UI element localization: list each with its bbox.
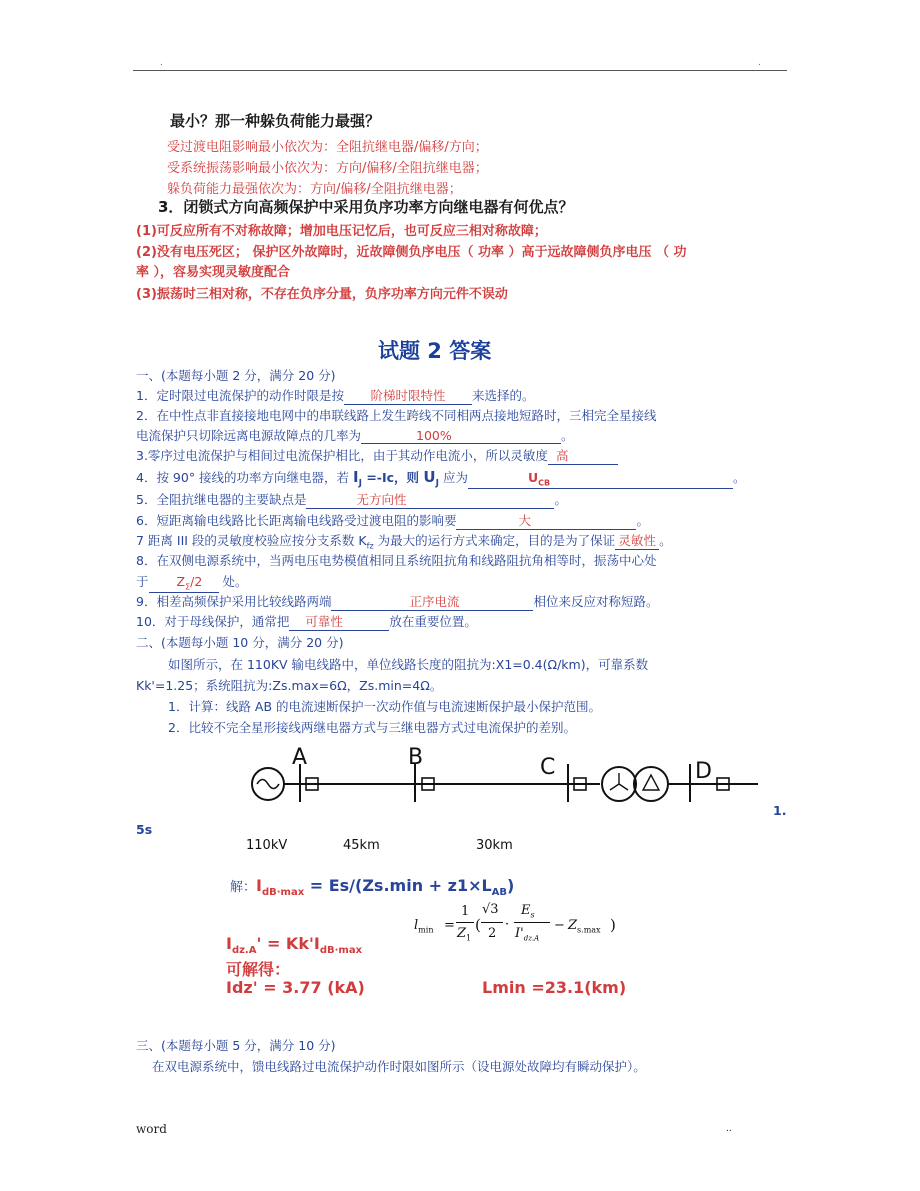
formula-num3-sub: s [530, 910, 535, 920]
item-6 [136, 511, 649, 530]
header-right-mark: . [758, 58, 761, 68]
item-9-answer: 正序电流 [331, 592, 533, 611]
header-rule [133, 70, 787, 71]
eq2-i: I [226, 934, 232, 953]
header-left-mark: . [160, 58, 163, 68]
formula-zsmax [568, 918, 601, 935]
solution-result-idz: Idz' = 3.77 (kA) [226, 978, 365, 997]
item-4-uj: U [423, 468, 436, 486]
section-3-heading: 三、(本题每小题 5 分，满分 10 分) [136, 1038, 336, 1053]
item-10-tail: 放在重要位置。 [389, 614, 477, 629]
item-8-tail: 处。 [218, 574, 248, 589]
item-7-sub: fz [366, 541, 374, 551]
diagram-length-ab: 45km [343, 838, 380, 853]
eq2-sub: dz.A [231, 945, 257, 957]
item-8b [136, 572, 248, 593]
item-5-text: 5．全阻抗继电器的主要缺点是 [136, 492, 307, 507]
item-5-answer: 无方向性 [306, 490, 554, 509]
item-4 [136, 468, 745, 489]
solution-result-lmin: Lmin =23.1(km) [482, 978, 627, 997]
item-4-tail: 。 [732, 470, 746, 485]
item-7-text: 7 距离 III 段的灵敏度校验应按分支系数 K [136, 533, 367, 548]
eq2-sub2: dB·max [319, 945, 363, 957]
solution-eq2 [226, 934, 362, 956]
eq1-sub: dB·max [261, 887, 305, 899]
item-7 [136, 531, 672, 551]
item-1-answer: 阶梯时限特性 [344, 386, 472, 405]
diagram-voltage: 110kV [246, 838, 288, 853]
bus-label-c: C [540, 755, 556, 780]
formula-num3 [521, 903, 535, 920]
answer-b3: (3)振荡时三相对称，不存在负序分量，负序功率方向元件不误动 [136, 287, 508, 302]
diagram-right-label: 1. [773, 803, 787, 818]
exam-title: 试题 2 答案 [378, 339, 492, 363]
item-1-tail: 来选择的。 [471, 388, 535, 403]
item-6-answer: 大 [456, 511, 636, 530]
problem-line-2: Kk'=1.25；系统阻抗为:Zs.max=6Ω，Zs.min=4Ω。 [136, 678, 443, 693]
formula-lhs-l: l [414, 918, 419, 933]
item-9-text: 9．相差高频保护采用比较线路两端 [136, 594, 332, 609]
answer-b2a: (2)没有电压死区； 保护区外故障时，近故障侧负序电压（ 功率 ）高于远故障侧负序电压 （ 功 [136, 245, 687, 260]
problem-line-1: 如图所示，在 110KV 输电线路中，单位线路长度的阻抗为:X1=0.4(Ω/km)，可靠系数 [168, 657, 649, 672]
question-continuation: 最小？那一种躲负荷能力最强？ [170, 112, 381, 130]
formula-num3-e: E [521, 903, 531, 918]
item-8a: 8．在双侧电源系统中，当两电压电势模值相同且系统阻抗角和线路阻抗角相等时，振荡中心处 [136, 553, 657, 568]
item-5 [136, 490, 567, 509]
bus-label-d: D [695, 759, 712, 784]
lmin-formula [414, 902, 634, 952]
bus-label-b: B [408, 745, 424, 770]
section-2-heading: 二、(本题每小题 10 分，满分 20 分) [136, 635, 344, 650]
item-6-text: 6．短距离输电线路比长距离输电线路受过渡电阻的影响要 [136, 513, 457, 528]
formula-num2: √3 [482, 902, 499, 917]
eq1-i: I [256, 876, 262, 895]
item-4-ij-sub: J [358, 478, 362, 489]
formula-z-sub: s.max [577, 925, 601, 935]
item-3-text: 3.零序过电流保护与相间过电流保护相比，由于其动作电流小，所以灵敏度 [136, 448, 548, 463]
formula-lhs-sub: min [418, 925, 434, 935]
transformer-delta [634, 767, 668, 801]
formula-den1-z: Z [457, 926, 467, 941]
problem-line-4: 2．比较不完全星形接线两继电器方式与三继电器方式过电流保护的差别。 [168, 720, 576, 735]
answer-line-3: 躲负荷能力最强依次为：方向/偏移/全阻抗继电器； [167, 182, 462, 197]
circuit-diagram [230, 740, 770, 820]
item-7-answer: 灵敏性 [615, 531, 659, 550]
eq1-sub2: AB [491, 887, 508, 899]
item-8-answer-sub: Σ [185, 582, 191, 592]
solution-label: 解： [230, 880, 257, 895]
diagram-length-bc: 30km [476, 838, 513, 853]
item-4-answer-sub: CB [538, 478, 551, 488]
eq1-rest: = Es/(Zs.min + z1×L [304, 876, 492, 895]
item-7-mid: 为最大的运行方式来确定，目的是为了保证 [373, 533, 616, 548]
item-1-text: 1．定时限过电流保护的动作时限是按 [136, 388, 344, 403]
item-4-uj-sub: J [435, 478, 439, 489]
formula-z: Z [568, 918, 578, 933]
formula-equals: = [444, 918, 455, 933]
answer-line-1: 受过渡电阻影响最小依次为：全阻抗继电器/偏移/方向； [167, 140, 488, 155]
item-4-after: 应为 [438, 470, 468, 485]
formula-rparen: ) [610, 916, 616, 934]
item-8-answer-tail: /2 [190, 574, 203, 589]
item-3 [136, 446, 618, 465]
item-5-tail: 。 [554, 492, 567, 507]
item-8-answer [149, 574, 219, 593]
item-4-answer-u: U [527, 470, 539, 485]
item-4-answer [468, 470, 733, 489]
answer-b2b: 率 ），容易实现灵敏度配合 [136, 265, 291, 280]
formula-den1 [457, 926, 471, 943]
item-7-tail: 。 [659, 533, 672, 548]
item-9 [136, 592, 658, 611]
item-2-tail: 。 [561, 428, 574, 443]
item-2-text: 电流保护只切除远离电源故障点的几率为 [136, 428, 362, 443]
item-8-text: 于 [136, 574, 149, 589]
solution-eq1 [230, 876, 514, 898]
item-10-text: 10．对于母线保护，通常把 [136, 614, 290, 629]
section-3-problem: 在双电源系统中，馈电线路过电流保护动作时限如图所示（设电源处故障均有瞬动保护）。 [152, 1059, 646, 1074]
item-2a: 2．在中性点非直接接地电网中的串联线路上发生跨线不同相两点接地短路时，三相完全星接线 [136, 408, 657, 423]
formula-bar2 [481, 922, 503, 923]
formula-den3-sub: dz.A [523, 934, 540, 943]
eq2-rest: ' = Kk'I [256, 934, 320, 953]
formula-minus: − [554, 918, 565, 933]
wye-symbol [610, 773, 628, 790]
formula-dot: · [505, 917, 510, 932]
eq1-end: ) [507, 876, 515, 895]
solution-derive: 可解得： [226, 960, 291, 979]
source-wave [257, 780, 279, 789]
formula-den3-i: I' [515, 926, 524, 941]
section-1-heading: 一、(本题每小题 2 分，满分 20 分) [136, 368, 336, 383]
item-3-answer: 高 [548, 446, 618, 465]
delta-symbol [643, 775, 659, 790]
formula-lparen: ( [475, 916, 481, 934]
item-9-tail: 相位来反应对称短路。 [533, 594, 659, 609]
item-6-tail: 。 [636, 513, 649, 528]
item-10-answer: 可靠性 [289, 612, 389, 631]
formula-bar3 [514, 922, 550, 923]
item-1 [136, 386, 534, 405]
footer-right: .. [726, 1124, 732, 1134]
formula-lhs [414, 918, 433, 935]
formula-num1: 1 [461, 904, 470, 919]
footer-left: word [136, 1122, 167, 1136]
diagram-left-label: 5s [136, 822, 153, 837]
formula-den1-sub: 1 [466, 933, 472, 943]
question-3: 3．闭锁式方向高频保护中采用负序功率方向继电器有何优点？ [158, 198, 574, 216]
formula-den3 [515, 926, 539, 943]
answer-b1: (1)可反应所有不对称故障；增加电压记忆后，也可反应三相对称故障； [136, 224, 547, 239]
item-4-mid: =-Ic，则 [361, 470, 424, 485]
item-2-answer: 100% [361, 428, 561, 444]
item-10 [136, 612, 477, 631]
formula-bar1 [456, 922, 474, 923]
answer-line-2: 受系统振荡影响最小依次为：方向/偏移/全阻抗继电器； [167, 161, 488, 176]
item-4-text: 4．按 90° 接线的功率方向继电器，若 [136, 470, 354, 485]
bus-label-a: A [292, 745, 308, 770]
problem-line-3: 1．计算：线路 AB 的电流速断保护一次动作值与电流速断保护最小保护范围。 [168, 699, 602, 714]
item-8-answer-z: Z [176, 574, 186, 589]
formula-den2: 2 [488, 926, 497, 941]
item-4-ij: I [353, 468, 359, 486]
item-2b [136, 426, 574, 444]
